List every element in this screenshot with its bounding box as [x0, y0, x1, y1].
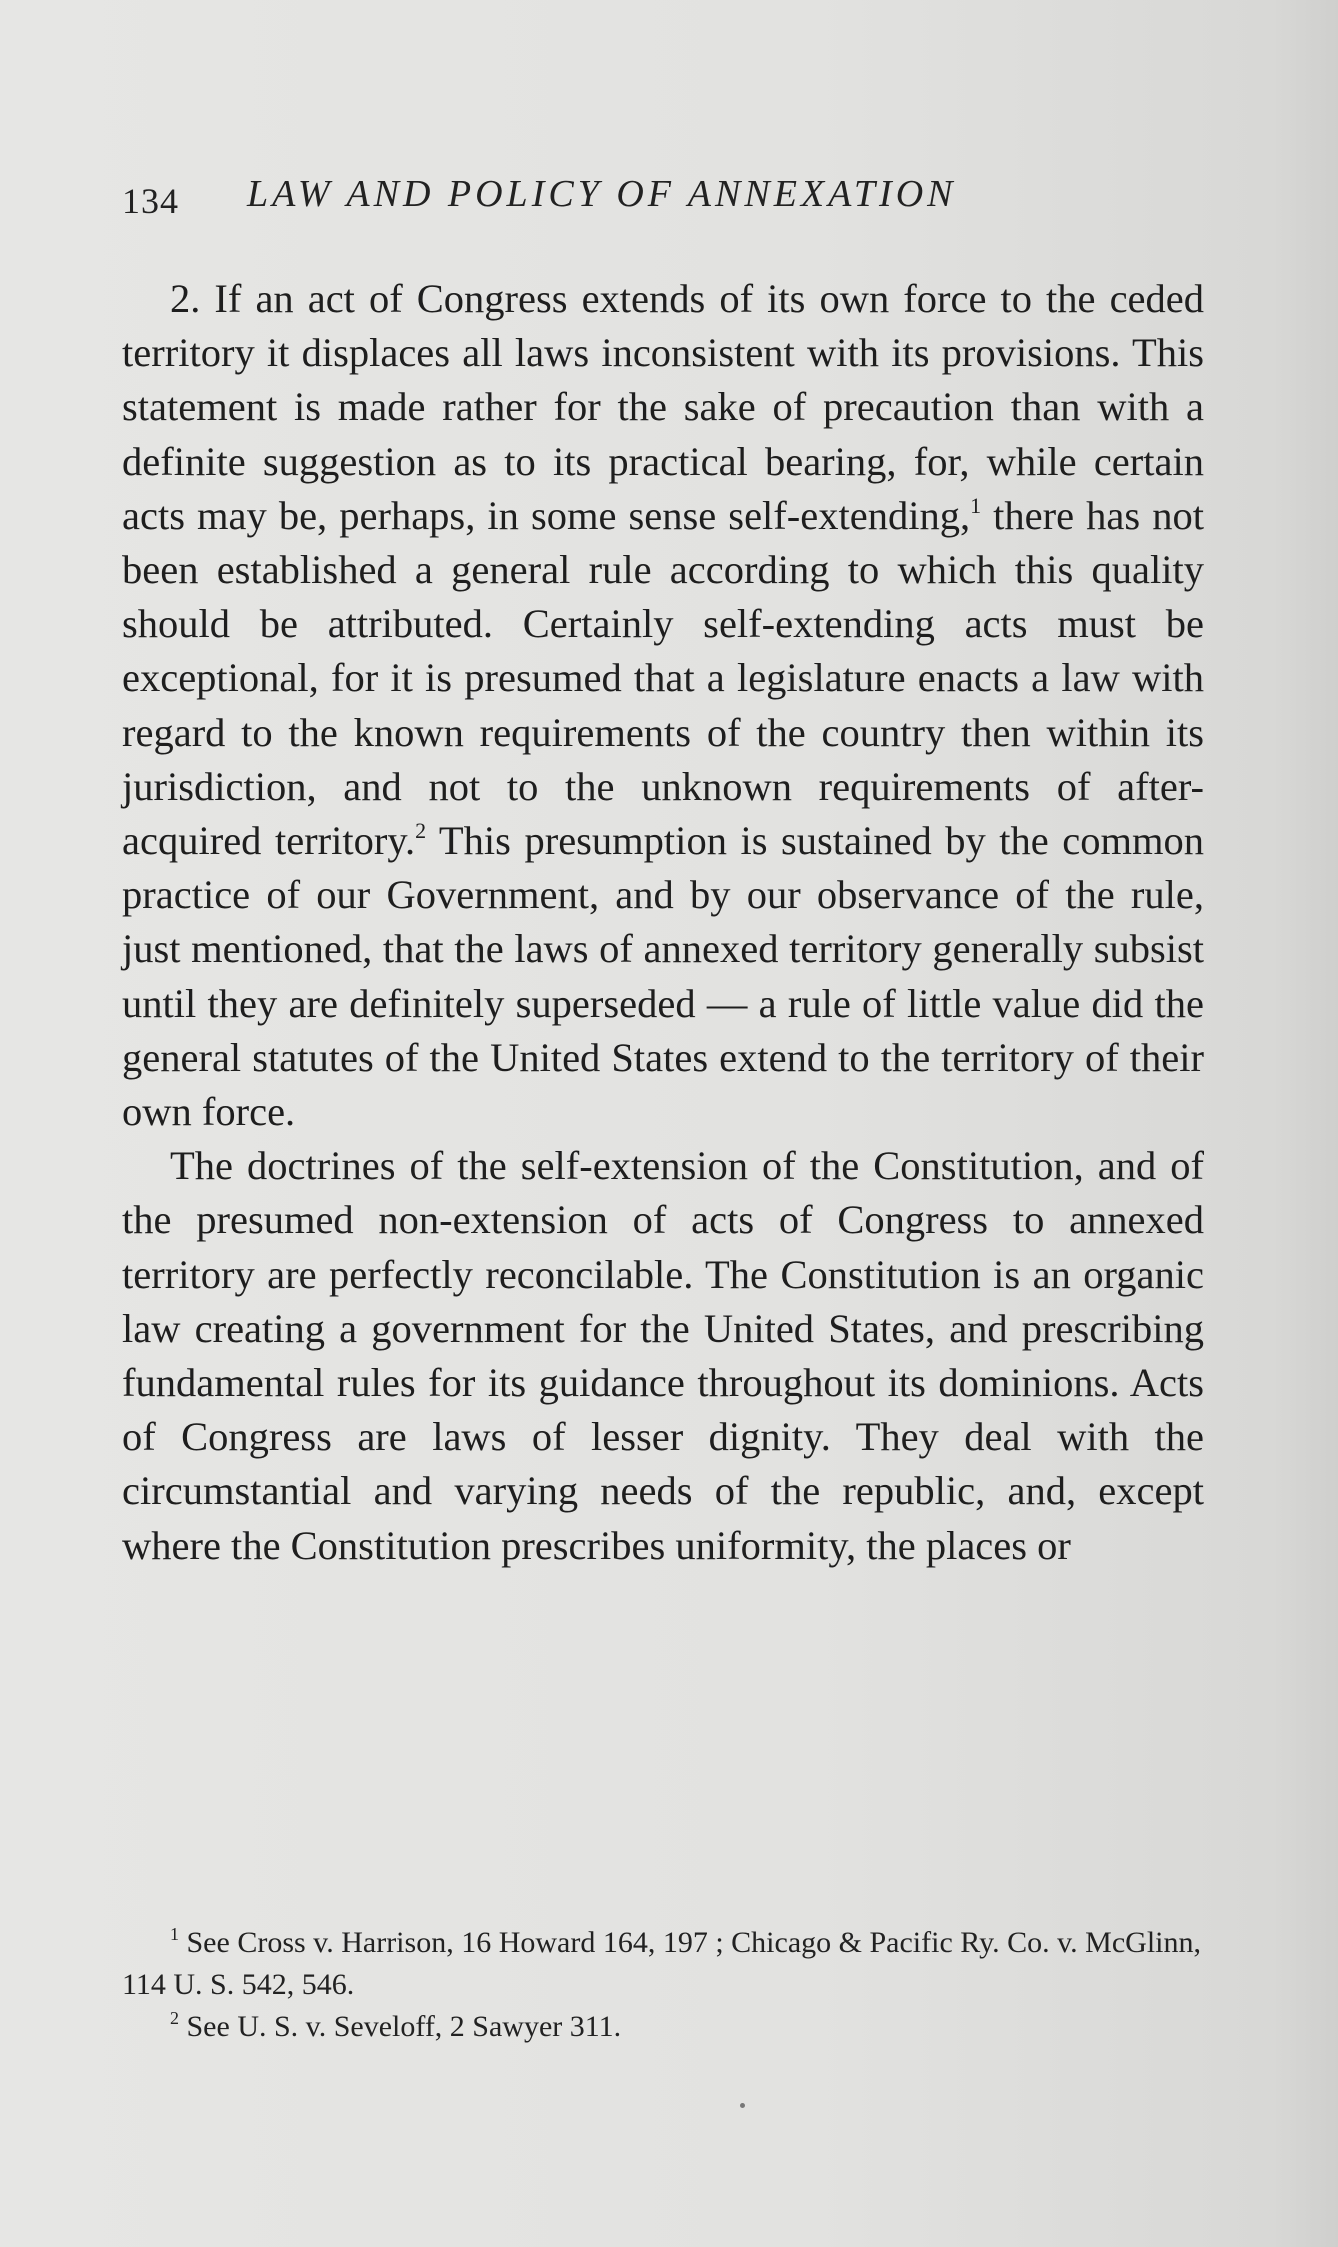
footnotes: [122, 1922, 1204, 2048]
paragraph-1-part-c: This presumption is sustained by the common practice of our Government, and by our observance of the rule, just mentioned, that the laws of annexed territory generally subsist until they are definitely superseded — a rule of little value did the general statutes of the United States extend to the territory of their own force.: [122, 818, 1205, 1135]
footnote-1-text: See Cross v. Harrison, 16 Howard 164, 197 ; Chicago & Pacific Ry. Co. v. McGlinn, 114 U. S. 542, 546.: [122, 1926, 1202, 2001]
body-text: [122, 272, 1204, 1573]
running-title: LAW AND POLICY OF ANNEXATION: [247, 173, 957, 215]
paragraph-1: [122, 272, 1204, 1139]
paragraph-1-part-a: 2. If an act of Congress extends of its own force to the ceded territory it displaces all laws inconsistent with its provisions. This statement is made rather for the sake of precaution than with a definite suggestion as to its practical bearing, for, while certain acts may be, perhaps, in some sense self-extending,: [122, 276, 1204, 538]
footnote-2: [122, 2006, 1204, 2048]
running-head: [122, 172, 1202, 222]
paragraph-2: The doctrines of the self-extension of the Constitution, and of the presumed non-extension of acts of Congress to annexed territory are perfectly reconcilable. The Constitution is an organic law creating a government for the United States, and prescribing fundamental rules for its guidance throughout its dominions. Acts of Congress are laws of lesser dignity. They deal with the circumstantial and varying needs of the republic, and, except where the Constitution prescribes uniformity, the places or: [122, 1143, 1204, 1568]
footnote-2-text: See U. S. v. Seveloff, 2 Sawyer 311.: [179, 2010, 622, 2043]
page-number: 134: [122, 181, 179, 221]
footnote-ref-1[interactable]: 1: [970, 492, 982, 518]
footnote-ref-2[interactable]: 2: [415, 818, 427, 844]
paragraph-1-part-b: there has not been established a general rule according to which this quality should be attributed. Certainly self-extending acts must be exceptional, for it is presumed that a legislature enacts a law with regard to the known requirements of the country then within its jurisdiction, and not to the unknown requirements of after-acquired territory.: [122, 492, 1204, 864]
footnote-marker-2: 2: [170, 2008, 179, 2028]
footnote-marker-1: 1: [170, 1924, 179, 1944]
print-speck: [740, 2103, 745, 2108]
footnote-1: [122, 1922, 1204, 2006]
